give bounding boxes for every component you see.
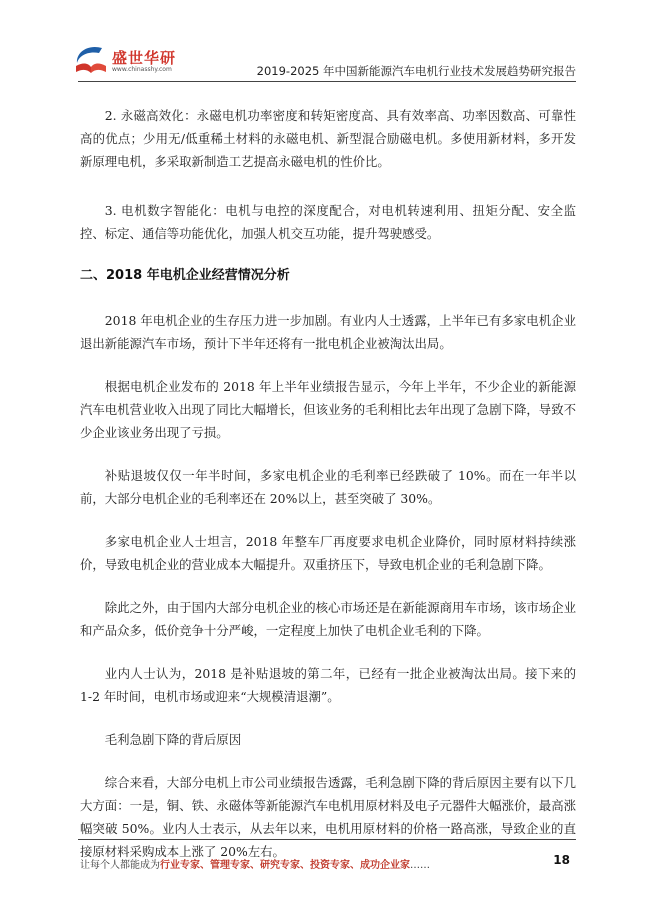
footer-divider (78, 839, 576, 840)
section-heading: 二、2018 年电机企业经营情况分析 (80, 268, 290, 283)
logo-name: 盛世华研 (112, 49, 177, 67)
paragraph-4: 多家电机企业人士坦言，2018 年整车厂再度要求电机企业降价，同时原材料持续涨价，导致电机企业的营业成本大幅提升。双重挤压下，导致电机企业的毛利急剧下降。 (80, 534, 576, 572)
paragraph-3: 补贴退坡仅仅一年半时间，多家电机企业的毛利率已经跌破了 10%。而在一年半以前，大部分电机企业的毛利率还在 20%以上，甚至突破了 30%。 (80, 468, 576, 506)
subheading-gross-margin: 毛利急剧下降的背后原因 (104, 732, 242, 747)
page-number: 18 (553, 853, 570, 867)
paragraph-5: 除此之外，由于国内大部分电机企业的核心市场还是在新能源商用车市场，该市场企业和产品众多，低价竞争十分严峻，一定程度上加快了电机企业毛利的下降。 (80, 600, 576, 638)
paragraph-6: 业内人士认为，2018 是补贴退坡的第二年，已经有一批企业被淘汰出局。接下来的 1-2 年时间，电机市场或迎来“大规模清退潮”。 (80, 666, 576, 704)
page-content (80, 104, 576, 863)
slogan-prefix: 让每个人都能成为 (80, 860, 160, 871)
page-header (0, 0, 650, 86)
company-logo (72, 44, 212, 76)
logo-book-icon (72, 44, 110, 76)
slogan-highlight: 行业专家、管理专家、研究专家、投资专家、成功企业家 (160, 860, 410, 871)
paragraph-permanent-magnet: 2. 永磁高效化：永磁电机功率密度和转矩密度高、具有效率高、功率因数高、可靠性高的优点；少用无/低重稀土材料的永磁电机、新型混合励磁电机。多使用新材料，多开发新原理电机，多采取新制造工艺提高永磁电机的性价比。 (80, 108, 576, 169)
header-divider (78, 81, 576, 82)
paragraph-digital-intelligence: 3. 电机数字智能化：电机与电控的深度配合，对电机转速利用、扭矩分配、安全监控、标定、通信等功能优化，加强人机交互功能，提升驾驶感受。 (80, 203, 576, 241)
paragraph-2: 根据电机企业发布的 2018 年上半年业绩报告显示，今年上半年，不少企业的新能源汽车电机营业收入出现了同比大幅增长，但该业务的毛利相比去年出现了急剧下降，导致不少企业该业务出现了亏损。 (80, 379, 576, 440)
logo-url: www.chinasshy.com (112, 66, 172, 73)
paragraph-1: 2018 年电机企业的生存压力进一步加剧。有业内人士透露，上半年已有多家电机企业退出新能源汽车市场，预计下半年还将有一批电机企业被淘汰出局。 (80, 313, 576, 351)
report-title: 2019-2025 年中国新能源汽车电机行业技术发展趋势研究报告 (256, 64, 576, 78)
footer-slogan (80, 856, 430, 871)
paragraph-7: 综合来看，大部分电机上市公司业绩报告透露，毛利急剧下降的背后原因主要有以下几大方面：一是，铜、铁、永磁体等新能源汽车电机用原材料及电子元器件大幅涨价，最高涨幅突破 50%。业内人士表示，从去年以来，电机用原材料的价格一路高涨，导致企业的直接原材料采购成本上涨了 20%左右。 (80, 775, 576, 859)
slogan-suffix: …… (410, 860, 430, 871)
